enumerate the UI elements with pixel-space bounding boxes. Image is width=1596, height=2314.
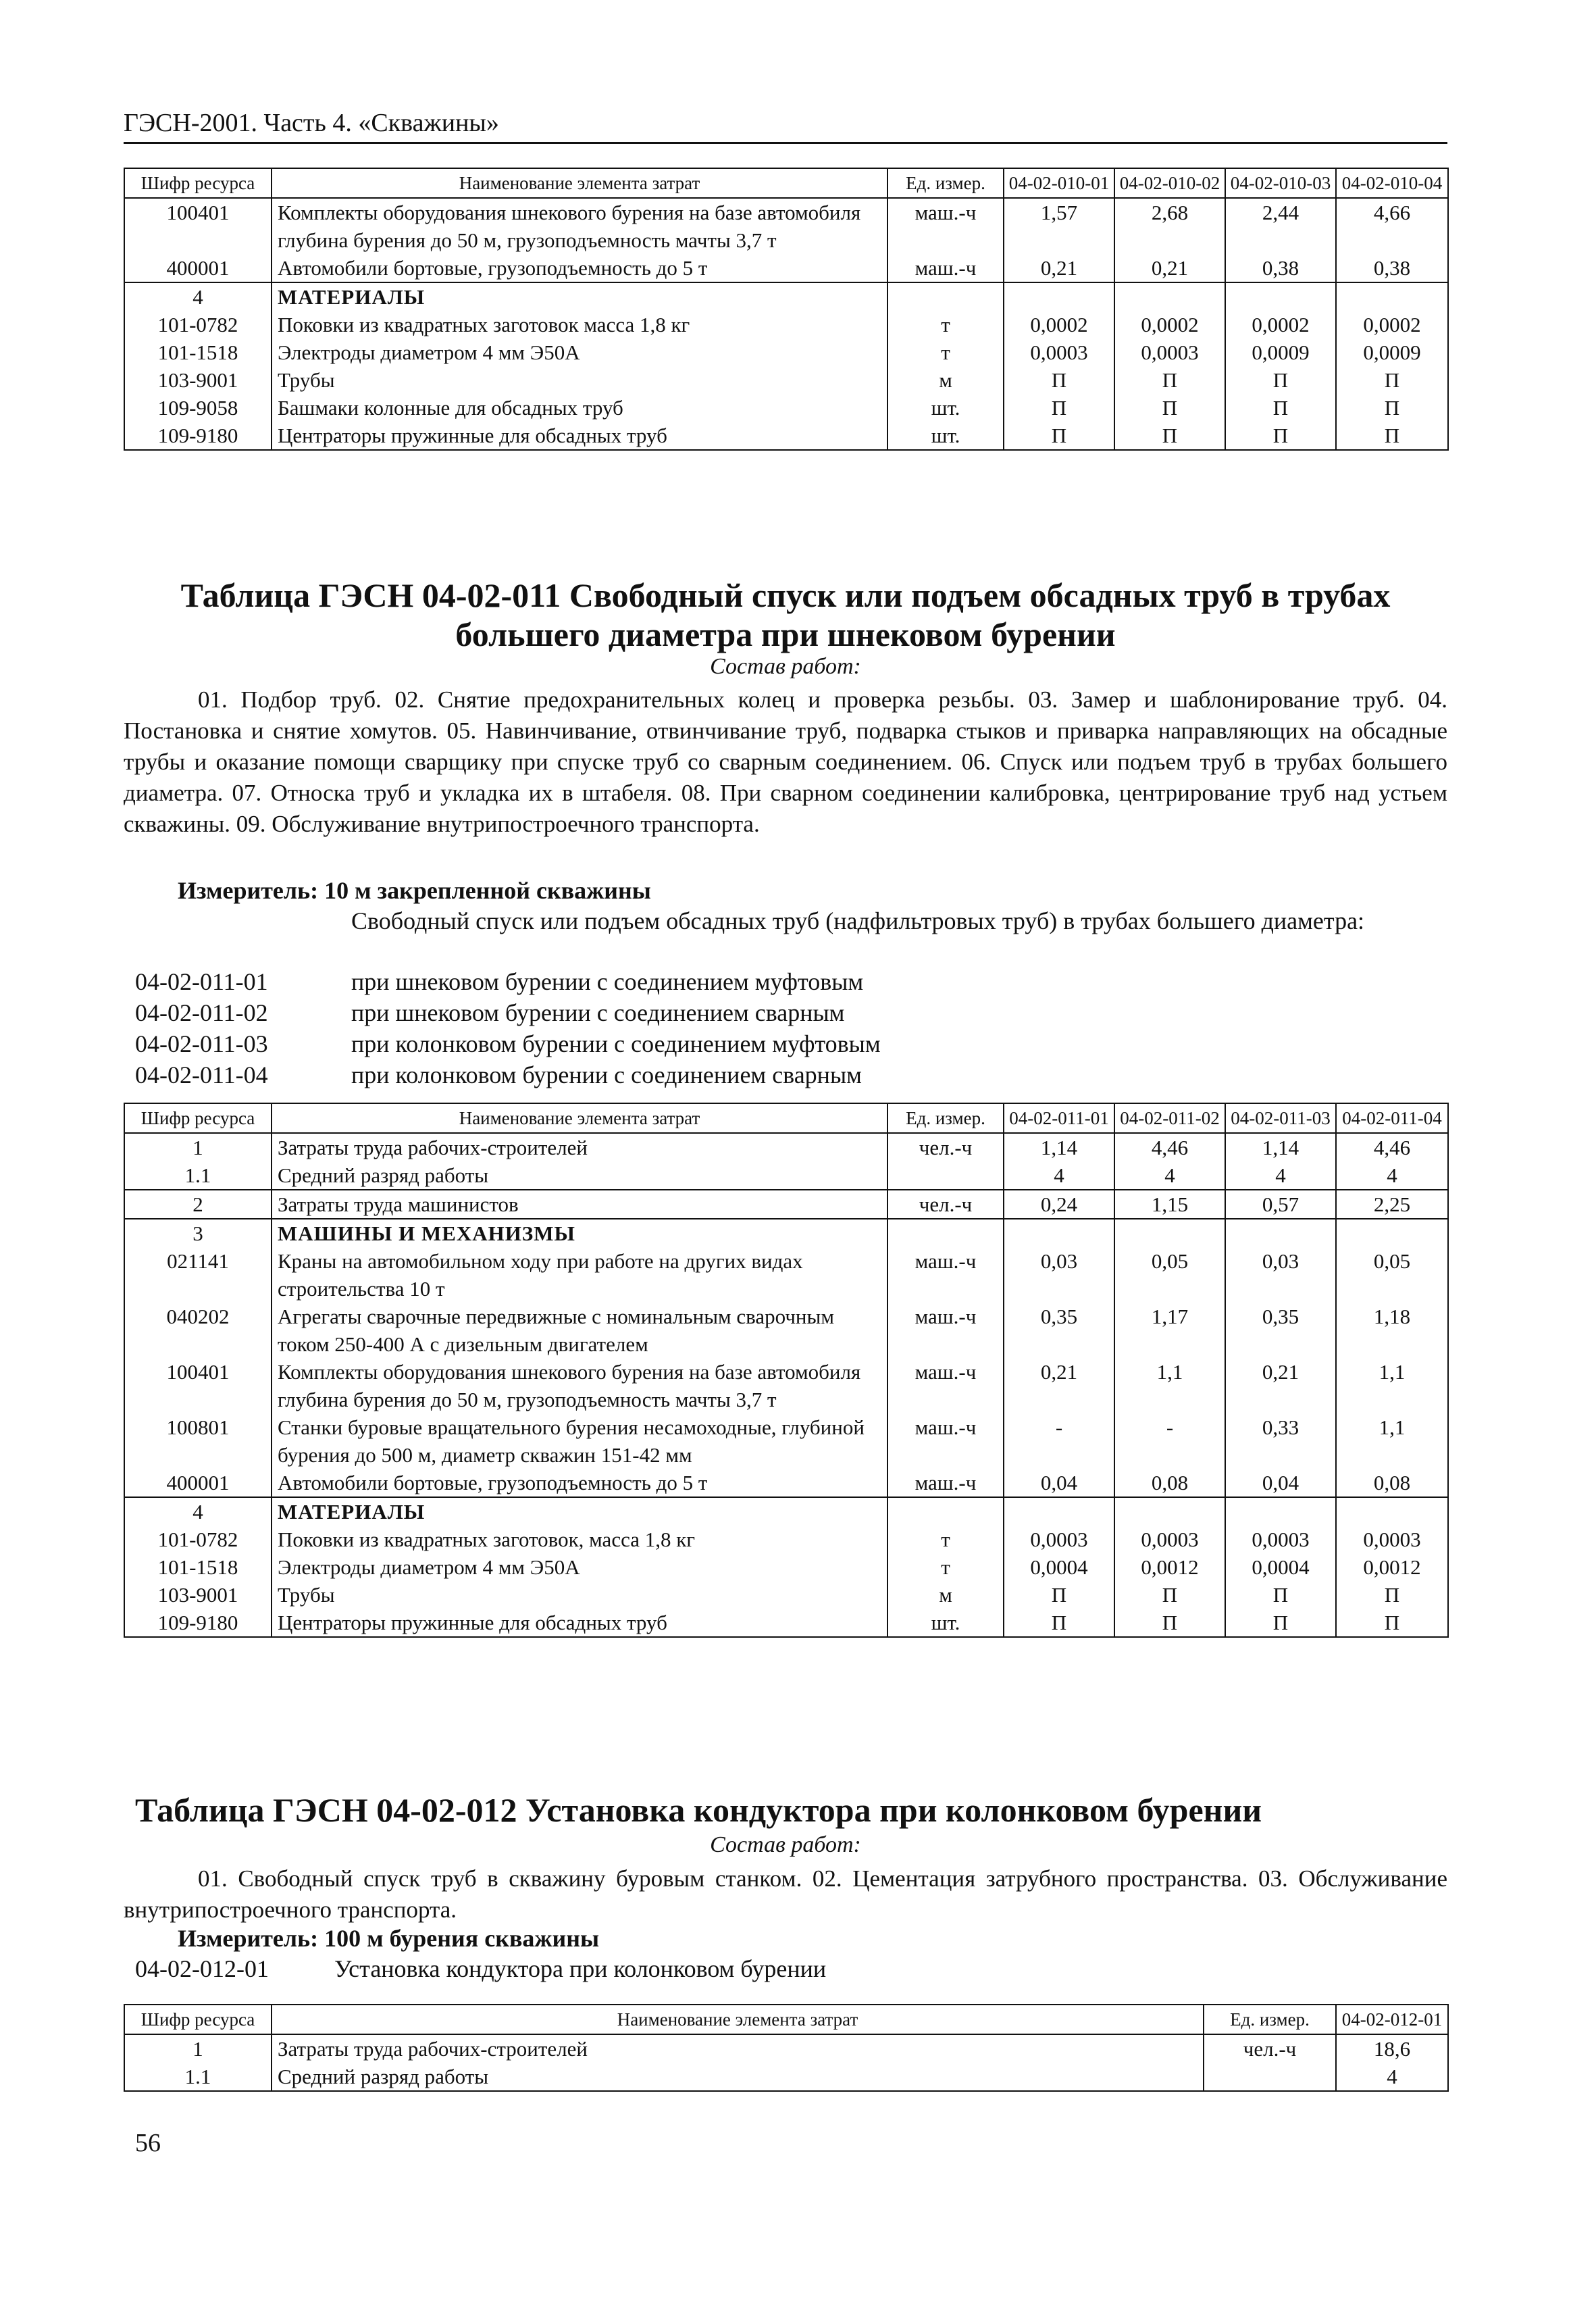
value-cell: П: [1225, 394, 1336, 422]
cost-element-name-cell: Комплекты оборудования шнекового бурения на базе автомобиля глубина бурения до 50 м, грузоподъемность мачты 3,7 т: [272, 1358, 887, 1413]
table-row: [124, 1247, 1448, 1303]
header-col-3: 04-02-010-03: [1225, 168, 1336, 198]
value-cell: П: [1336, 1581, 1448, 1609]
value-cell: 4: [1225, 1161, 1336, 1190]
variant-code: 04-02-011-04: [135, 1061, 268, 1088]
table-row: [124, 1413, 1448, 1469]
value-cell: [1225, 1497, 1336, 1526]
value-cell: 1,14: [1004, 1133, 1114, 1161]
variant-code: 04-02-011-01: [135, 968, 268, 995]
value-cell: 0,21: [1004, 254, 1114, 282]
cost-element-name-cell: Средний разряд работы: [272, 2063, 1204, 2091]
table-row: [124, 1358, 1448, 1413]
value-cell: 0,0003: [1114, 1526, 1225, 1553]
resource-code-cell: 2: [124, 1190, 272, 1219]
header-name: Наименование элемента затрат: [272, 2005, 1204, 2034]
resource-code-cell: 100401: [124, 198, 272, 254]
resource-code-cell: 101-0782: [124, 1526, 272, 1553]
resource-code-cell: 1: [124, 1133, 272, 1161]
value-cell: 1,57: [1004, 198, 1114, 254]
value-cell: -: [1004, 1413, 1114, 1469]
value-cell: 1,15: [1114, 1190, 1225, 1219]
value-cell: 0,0012: [1336, 1553, 1448, 1581]
value-cell: 4: [1004, 1161, 1114, 1190]
value-cell: П: [1004, 1581, 1114, 1609]
value-cell: П: [1114, 394, 1225, 422]
variant-text: Установка кондуктора при колонковом бурении: [334, 1955, 827, 1982]
value-cell: 0,0003: [1004, 338, 1114, 366]
value-cell: П: [1114, 422, 1225, 450]
unit-cell: маш.-ч: [887, 1413, 1004, 1469]
unit-cell: маш.-ч: [887, 1247, 1004, 1303]
header-rule: [124, 142, 1447, 144]
resource-code-cell: 1.1: [124, 1161, 272, 1190]
value-cell: 0,0002: [1114, 311, 1225, 338]
table-row: [124, 1609, 1448, 1637]
cost-table-011: [124, 1103, 1449, 1638]
resource-code-cell: 4: [124, 1497, 272, 1526]
variant-text: при шнековом бурении с соединением муфтовым: [351, 968, 864, 995]
header-col-1: 04-02-012-01: [1336, 2005, 1448, 2034]
header-col-2: 04-02-010-02: [1114, 168, 1225, 198]
table-row: [124, 394, 1448, 422]
resource-code-cell: 1: [124, 2034, 272, 2063]
value-cell: 0,04: [1225, 1469, 1336, 1497]
value-cell: 1,18: [1336, 1303, 1448, 1358]
value-cell: 4,66: [1336, 198, 1448, 254]
value-cell: 0,0004: [1225, 1553, 1336, 1581]
cost-element-name-cell: Башмаки колонные для обсадных труб: [272, 394, 887, 422]
resource-code-cell: 021141: [124, 1247, 272, 1303]
header-name: Наименование элемента затрат: [272, 1103, 887, 1133]
value-cell: 0,04: [1004, 1469, 1114, 1497]
value-cell: 0,05: [1336, 1247, 1448, 1303]
unit-cell: чел.-ч: [1204, 2034, 1336, 2063]
variant-code: 04-02-011-03: [135, 1030, 268, 1057]
table-row: [124, 338, 1448, 366]
cost-element-name-cell: Автомобили бортовые, грузоподъемность до 5 т: [272, 254, 887, 282]
table-row: [124, 311, 1448, 338]
table-row: [124, 2034, 1448, 2063]
value-cell: [1114, 1497, 1225, 1526]
cost-element-name-cell: Станки буровые вращательного бурения несамоходные, глубиной бурения до 500 м, диаметр скважин 151-42 мм: [272, 1413, 887, 1469]
composition-text-012: 01. Свободный спуск труб в скважину буровым станком. 02. Цементация затрубного пространства. 03. Обслуживание внутрипостроечного транспорта.: [124, 1865, 1447, 1923]
value-cell: 0,33: [1225, 1413, 1336, 1469]
unit-cell: маш.-ч: [887, 254, 1004, 282]
table-011-title-line-2: большего диаметра при шнековом бурении: [455, 615, 1116, 653]
unit-cell: [1204, 2063, 1336, 2091]
unit-cell: чел.-ч: [887, 1190, 1004, 1219]
value-cell: 0,0009: [1225, 338, 1336, 366]
header-col-1: 04-02-011-01: [1004, 1103, 1114, 1133]
value-cell: 0,35: [1225, 1303, 1336, 1358]
table-row: [124, 422, 1448, 450]
header-unit: Ед. измер.: [887, 1103, 1004, 1133]
table-row: [124, 1219, 1448, 1247]
unit-cell: маш.-ч: [887, 1358, 1004, 1413]
resource-code-cell: 103-9001: [124, 1581, 272, 1609]
value-cell: П: [1114, 1581, 1225, 1609]
value-cell: 4: [1336, 1161, 1448, 1190]
value-cell: [1225, 282, 1336, 311]
variant-text: при колонковом бурении с соединением муфтовым: [351, 1030, 881, 1057]
table-row: [124, 1581, 1448, 1609]
value-cell: 0,0003: [1114, 338, 1225, 366]
value-cell: 0,03: [1225, 1247, 1336, 1303]
value-cell: П: [1114, 1609, 1225, 1637]
resource-code-cell: 103-9001: [124, 366, 272, 394]
header-unit: Ед. измер.: [1204, 2005, 1336, 2034]
composition-text-011: 01. Подбор труб. 02. Снятие предохранительных колец и проверка резьбы. 03. Замер и шаблонирование труб. 04. Постановка и снятие хомутов. 05. Навинчивание, отвинчивание труб, подварка стыков и приварка направляющих на обсадные трубы и оказание помощи сварщику при спуске труб со сварным соединением. 06. Спуск или подъем труб в трубах большего диаметра. 07. Относка труб и укладка их в штабеля. 08. При сварном соединении калибровка, центрирование труб над устьем скважины. 09. Обслуживание внутрипостроечного транспорта.: [124, 686, 1447, 837]
cost-element-name-cell: МАТЕРИАЛЫ: [272, 282, 887, 311]
value-cell: 1,14: [1225, 1133, 1336, 1161]
header-col-2: 04-02-011-02: [1114, 1103, 1225, 1133]
running-head: ГЭСН-2001. Часть 4. «Скважины»: [124, 109, 499, 137]
header-code: Шифр ресурса: [124, 2005, 272, 2034]
cost-element-name-cell: Поковки из квадратных заготовок, масса 1,8 кг: [272, 1526, 887, 1553]
unit-cell: [887, 1161, 1004, 1190]
header-name: Наименование элемента затрат: [272, 168, 887, 198]
value-cell: 0,24: [1004, 1190, 1114, 1219]
resource-code-cell: 040202: [124, 1303, 272, 1358]
header-col-1: 04-02-010-01: [1004, 168, 1114, 198]
cost-element-name-cell: МАТЕРИАЛЫ: [272, 1497, 887, 1526]
value-cell: 4,46: [1114, 1133, 1225, 1161]
unit-cell: шт.: [887, 422, 1004, 450]
cost-element-name-cell: Затраты труда машинистов: [272, 1190, 887, 1219]
value-cell: [1336, 1497, 1448, 1526]
cost-element-name-cell: МАШИНЫ И МЕХАНИЗМЫ: [272, 1219, 887, 1247]
unit-cell: т: [887, 311, 1004, 338]
unit-cell: т: [887, 1553, 1004, 1581]
table-row: [124, 1469, 1448, 1497]
unit-cell: маш.-ч: [887, 198, 1004, 254]
value-cell: П: [1336, 1609, 1448, 1637]
unit-cell: м: [887, 1581, 1004, 1609]
value-cell: П: [1336, 422, 1448, 450]
value-cell: 0,0003: [1336, 1526, 1448, 1553]
variant-code: 04-02-011-02: [135, 999, 268, 1026]
resource-code-cell: 100801: [124, 1413, 272, 1469]
cost-element-name-cell: Трубы: [272, 366, 887, 394]
value-cell: 4: [1336, 2063, 1448, 2091]
variant-text: при колонковом бурении с соединением сварным: [351, 1061, 862, 1088]
value-cell: 18,6: [1336, 2034, 1448, 2063]
value-cell: П: [1225, 1581, 1336, 1609]
unit-cell: м: [887, 366, 1004, 394]
table-012-title: Таблица ГЭСН 04-02-012 Установка кондуктора при колонковом бурении: [135, 1791, 1262, 1829]
cost-element-name-cell: Комплекты оборудования шнекового бурения на базе автомобиля глубина бурения до 50 м, грузоподъемность мачты 3,7 т: [272, 198, 887, 254]
cost-element-name-cell: Краны на автомобильном ходу при работе на других видах строительства 10 т: [272, 1247, 887, 1303]
value-cell: П: [1225, 422, 1336, 450]
cost-table-012: [124, 2004, 1449, 2092]
resource-code-cell: 101-1518: [124, 338, 272, 366]
header-unit: Ед. измер.: [887, 168, 1004, 198]
value-cell: 0,03: [1004, 1247, 1114, 1303]
cost-element-name-cell: Трубы: [272, 1581, 887, 1609]
table-row: [124, 254, 1448, 282]
page-number: 56: [135, 2129, 161, 2157]
table-011-title-line-1: Таблица ГЭСН 04-02-011 Свободный спуск или подъем обсадных труб в трубах: [180, 576, 1391, 614]
resource-code-cell: 109-9180: [124, 422, 272, 450]
meter-012: Измеритель: 100 м бурения скважины: [178, 1925, 600, 1952]
value-cell: 0,21: [1114, 254, 1225, 282]
resource-code-cell: 1.1: [124, 2063, 272, 2091]
resource-code-cell: 101-0782: [124, 311, 272, 338]
value-cell: 0,57: [1225, 1190, 1336, 1219]
value-cell: 0,38: [1225, 254, 1336, 282]
value-cell: 0,21: [1004, 1358, 1114, 1413]
table-row: [124, 1303, 1448, 1358]
resource-code-cell: 109-9180: [124, 1609, 272, 1637]
value-cell: 2,44: [1225, 198, 1336, 254]
cost-element-name-cell: Электроды диаметром 4 мм Э50А: [272, 338, 887, 366]
header-code: Шифр ресурса: [124, 168, 272, 198]
unit-cell: т: [887, 1526, 1004, 1553]
value-cell: [1004, 1497, 1114, 1526]
value-cell: 0,35: [1004, 1303, 1114, 1358]
value-cell: П: [1004, 1609, 1114, 1637]
value-cell: П: [1114, 366, 1225, 394]
value-cell: [1114, 282, 1225, 311]
value-cell: П: [1004, 394, 1114, 422]
resource-code-cell: 3: [124, 1219, 272, 1247]
value-cell: 0,08: [1336, 1469, 1448, 1497]
value-cell: 1,1: [1336, 1413, 1448, 1469]
header-col-3: 04-02-011-03: [1225, 1103, 1336, 1133]
table-row: [124, 366, 1448, 394]
table-row: [124, 198, 1448, 254]
table-row: [124, 1553, 1448, 1581]
table-row: [124, 1133, 1448, 1161]
resource-code-cell: 109-9058: [124, 394, 272, 422]
value-cell: П: [1336, 366, 1448, 394]
cost-element-name-cell: Электроды диаметром 4 мм Э50А: [272, 1553, 887, 1581]
cost-element-name-cell: Средний разряд работы: [272, 1161, 887, 1190]
header-col-4: 04-02-011-04: [1336, 1103, 1448, 1133]
value-cell: 0,05: [1114, 1247, 1225, 1303]
value-cell: 0,0004: [1004, 1553, 1114, 1581]
unit-cell: маш.-ч: [887, 1303, 1004, 1358]
meter-011: Измеритель: 10 м закрепленной скважины: [178, 877, 651, 904]
unit-cell: шт.: [887, 1609, 1004, 1637]
header-col-4: 04-02-010-04: [1336, 168, 1448, 198]
unit-cell: маш.-ч: [887, 1469, 1004, 1497]
value-cell: 0,0002: [1225, 311, 1336, 338]
value-cell: 2,68: [1114, 198, 1225, 254]
value-cell: П: [1004, 366, 1114, 394]
value-cell: 0,0002: [1004, 311, 1114, 338]
table-row: [124, 2063, 1448, 2091]
value-cell: 2,25: [1336, 1190, 1448, 1219]
value-cell: 0,0002: [1336, 311, 1448, 338]
value-cell: 0,0003: [1004, 1526, 1114, 1553]
cost-element-name-cell: Агрегаты сварочные передвижные с номинальным сварочным током 250-400 А с дизельным двигателем: [272, 1303, 887, 1358]
variant-code: 04-02-012-01: [135, 1955, 269, 1982]
value-cell: П: [1336, 394, 1448, 422]
value-cell: [1004, 282, 1114, 311]
cost-element-name-cell: Автомобили бортовые, грузоподъемность до 5 т: [272, 1469, 887, 1497]
table-row: [124, 1526, 1448, 1553]
value-cell: 1,1: [1114, 1358, 1225, 1413]
unit-cell: [887, 1219, 1004, 1247]
table-row: [124, 1190, 1448, 1219]
table-row: [124, 1161, 1448, 1190]
value-cell: 0,0012: [1114, 1553, 1225, 1581]
value-cell: 0,08: [1114, 1469, 1225, 1497]
cost-element-name-cell: Поковки из квадратных заготовок масса 1,8 кг: [272, 311, 887, 338]
cost-element-name-cell: Центраторы пружинные для обсадных труб: [272, 1609, 887, 1637]
value-cell: 1,1: [1336, 1358, 1448, 1413]
unit-cell: т: [887, 338, 1004, 366]
value-cell: 0,38: [1336, 254, 1448, 282]
composition-label-011: Состав работ:: [710, 654, 861, 679]
value-cell: [1336, 282, 1448, 311]
value-cell: [1225, 1219, 1336, 1247]
value-cell: 0,0009: [1336, 338, 1448, 366]
resource-code-cell: 4: [124, 282, 272, 311]
header-code: Шифр ресурса: [124, 1103, 272, 1133]
table-row: [124, 1497, 1448, 1526]
value-cell: 0,0003: [1225, 1526, 1336, 1553]
resource-code-cell: 101-1518: [124, 1553, 272, 1581]
value-cell: [1336, 1219, 1448, 1247]
cost-element-name-cell: Центраторы пружинные для обсадных труб: [272, 422, 887, 450]
cost-element-name-cell: Затраты труда рабочих-строителей: [272, 1133, 887, 1161]
value-cell: 4: [1114, 1161, 1225, 1190]
unit-cell: [887, 1497, 1004, 1526]
cost-element-name-cell: Затраты труда рабочих-строителей: [272, 2034, 1204, 2063]
composition-label-012: Состав работ:: [710, 1832, 861, 1857]
table-row: [124, 282, 1448, 311]
value-cell: 1,17: [1114, 1303, 1225, 1358]
value-cell: [1004, 1219, 1114, 1247]
value-cell: 0,21: [1225, 1358, 1336, 1413]
resource-code-cell: 400001: [124, 1469, 272, 1497]
value-cell: 4,46: [1336, 1133, 1448, 1161]
value-cell: -: [1114, 1413, 1225, 1469]
resource-code-cell: 100401: [124, 1358, 272, 1413]
value-cell: П: [1225, 366, 1336, 394]
resource-code-cell: 400001: [124, 254, 272, 282]
variant-text: при шнековом бурении с соединением сварным: [351, 999, 845, 1026]
variants-intro-011: Свободный спуск или подъем обсадных труб (надфильтровых труб) в трубах большего диаметра:: [351, 907, 1365, 934]
cost-table-010: [124, 168, 1449, 451]
unit-cell: чел.-ч: [887, 1133, 1004, 1161]
value-cell: [1114, 1219, 1225, 1247]
value-cell: П: [1225, 1609, 1336, 1637]
value-cell: П: [1004, 422, 1114, 450]
unit-cell: шт.: [887, 394, 1004, 422]
unit-cell: [887, 282, 1004, 311]
